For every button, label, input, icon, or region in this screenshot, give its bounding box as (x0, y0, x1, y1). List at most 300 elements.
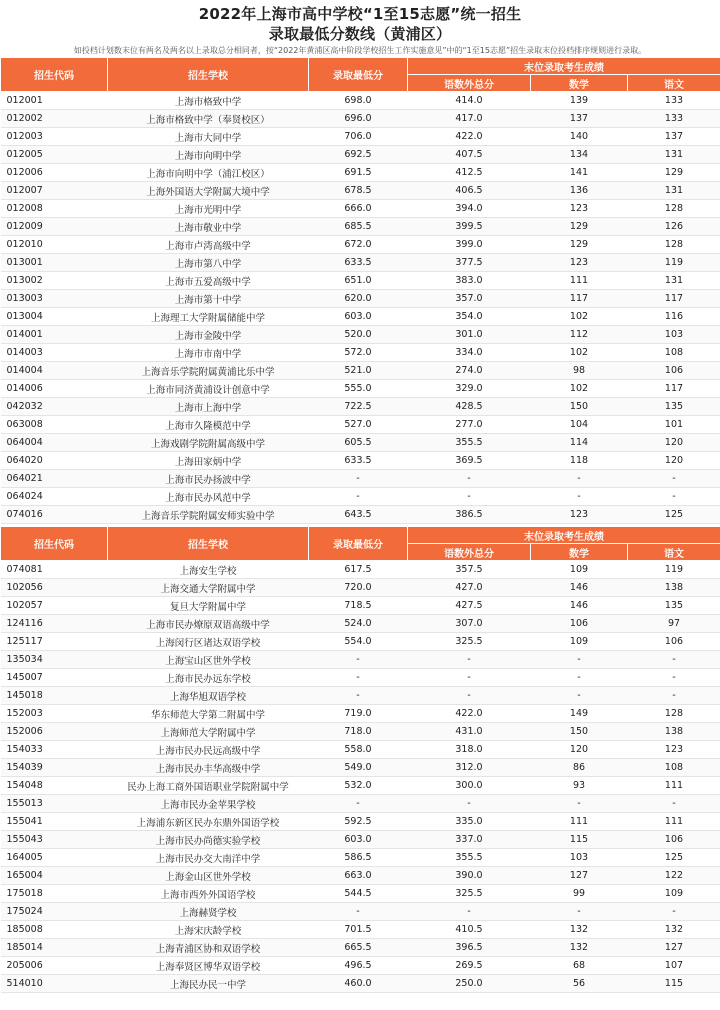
cell-code: 165004 (1, 867, 108, 885)
cell-min-score: - (309, 903, 408, 921)
cell-code: 013003 (1, 290, 108, 308)
cell-school: 上海市西外外国语学校 (108, 885, 309, 903)
cell-chinese: 131 (628, 272, 720, 290)
cell-chinese: 107 (628, 957, 720, 975)
cell-total: - (408, 488, 531, 506)
cell-total: 377.5 (408, 254, 531, 272)
cell-total: 277.0 (408, 416, 531, 434)
header-chinese: 语文 (628, 75, 720, 92)
cell-min-score: - (309, 470, 408, 488)
table-row (1, 561, 720, 579)
cell-school: 上海市民办尚德实验学校 (108, 831, 309, 849)
table-row (1, 813, 720, 831)
cell-chinese: 135 (628, 398, 720, 416)
cell-min-score: 520.0 (309, 326, 408, 344)
cell-total: - (408, 795, 531, 813)
cell-total: 428.5 (408, 398, 531, 416)
cell-school: 上海市五爱高级中学 (108, 272, 309, 290)
table-row (1, 308, 720, 326)
cell-total: 383.0 (408, 272, 531, 290)
table-row (1, 488, 720, 506)
cell-min-score: 554.0 (309, 633, 408, 651)
cell-chinese: 106 (628, 362, 720, 380)
cell-min-score: 666.0 (309, 200, 408, 218)
cell-min-score: 691.5 (309, 164, 408, 182)
cell-math: 118 (531, 452, 628, 470)
cell-total: 406.5 (408, 182, 531, 200)
cell-chinese: 120 (628, 434, 720, 452)
cell-min-score: 701.5 (309, 921, 408, 939)
table-row (1, 975, 720, 993)
cell-total: 396.5 (408, 939, 531, 957)
cell-total: 357.5 (408, 561, 531, 579)
cell-total: 301.0 (408, 326, 531, 344)
table-row (1, 795, 720, 813)
cell-math: 123 (531, 200, 628, 218)
header-min-score: 录取最低分 (309, 527, 408, 561)
cell-math: 146 (531, 579, 628, 597)
cell-school: 上海安生学校 (108, 561, 309, 579)
cell-min-score: 633.5 (309, 254, 408, 272)
cell-code: 074016 (1, 506, 108, 524)
cell-min-score: 527.0 (309, 416, 408, 434)
cell-total: - (408, 651, 531, 669)
cell-chinese: 111 (628, 777, 720, 795)
cell-chinese: 129 (628, 164, 720, 182)
cell-math: 109 (531, 561, 628, 579)
cell-min-score: - (309, 687, 408, 705)
cell-chinese: 108 (628, 344, 720, 362)
table-row (1, 849, 720, 867)
cell-chinese: - (628, 687, 720, 705)
table-row (1, 633, 720, 651)
cell-school: 上海师范大学附属中学 (108, 723, 309, 741)
cell-school: 上海市格致中学 (108, 92, 309, 110)
cell-total: - (408, 470, 531, 488)
cell-min-score: - (309, 488, 408, 506)
cell-total: 422.0 (408, 128, 531, 146)
cell-code: 145007 (1, 669, 108, 687)
cell-school: 上海戏剧学院附属高级中学 (108, 434, 309, 452)
cell-math: 103 (531, 849, 628, 867)
cell-math: 115 (531, 831, 628, 849)
cell-school: 上海金山区世外学校 (108, 867, 309, 885)
cell-min-score: 586.5 (309, 849, 408, 867)
cell-school: 上海市民办扬波中学 (108, 470, 309, 488)
cell-code: 012005 (1, 146, 108, 164)
cell-code: 124116 (1, 615, 108, 633)
cell-min-score: 620.0 (309, 290, 408, 308)
cell-math: - (531, 488, 628, 506)
cell-code: 012008 (1, 200, 108, 218)
cell-total: 300.0 (408, 777, 531, 795)
cell-total: 369.5 (408, 452, 531, 470)
cell-math: 102 (531, 344, 628, 362)
cell-code: 205006 (1, 957, 108, 975)
cell-math: 102 (531, 308, 628, 326)
cell-total: 357.0 (408, 290, 531, 308)
cell-total: 274.0 (408, 362, 531, 380)
table-row (1, 236, 720, 254)
table-row (1, 326, 720, 344)
cell-math: 106 (531, 615, 628, 633)
cell-min-score: 696.0 (309, 110, 408, 128)
cell-min-score: 549.0 (309, 759, 408, 777)
cell-math: 104 (531, 416, 628, 434)
cell-code: 074081 (1, 561, 108, 579)
cell-school: 上海市第八中学 (108, 254, 309, 272)
table-row (1, 398, 720, 416)
table-row (1, 380, 720, 398)
cell-chinese: 131 (628, 146, 720, 164)
cell-chinese: 131 (628, 182, 720, 200)
cell-code: 014006 (1, 380, 108, 398)
table-row (1, 615, 720, 633)
cell-chinese: 106 (628, 831, 720, 849)
cell-total: 318.0 (408, 741, 531, 759)
cell-chinese: 122 (628, 867, 720, 885)
table-row (1, 344, 720, 362)
cell-total: 399.5 (408, 218, 531, 236)
table-row (1, 831, 720, 849)
cell-min-score: 718.5 (309, 597, 408, 615)
cell-min-score: - (309, 669, 408, 687)
cell-min-score: 685.5 (309, 218, 408, 236)
cell-total: 355.5 (408, 849, 531, 867)
cell-school: 上海宋庆龄学校 (108, 921, 309, 939)
cell-code: 164005 (1, 849, 108, 867)
cell-total: 422.0 (408, 705, 531, 723)
cell-code: 013002 (1, 272, 108, 290)
cell-chinese: 117 (628, 290, 720, 308)
page-title: 2022年上海市高中学校“1至15志愿”统一招生 (198, 5, 522, 23)
cell-chinese: 103 (628, 326, 720, 344)
table-row (1, 885, 720, 903)
table-row (1, 218, 720, 236)
cell-math: 99 (531, 885, 628, 903)
cell-min-score: 665.5 (309, 939, 408, 957)
page-subtitle: 录取最低分数线（黄浦区） (268, 25, 452, 43)
cell-code: 012006 (1, 164, 108, 182)
cell-math: 112 (531, 326, 628, 344)
cell-chinese: 111 (628, 813, 720, 831)
header-last-group: 末位录取考生成绩 (408, 527, 720, 544)
cell-chinese: 120 (628, 452, 720, 470)
cell-school: 上海市敬业中学 (108, 218, 309, 236)
cell-total: 250.0 (408, 975, 531, 993)
cell-school: 上海民办民一中学 (108, 975, 309, 993)
cell-min-score: 592.5 (309, 813, 408, 831)
cell-math: - (531, 651, 628, 669)
cell-school: 上海市民办燎原双语高级中学 (108, 615, 309, 633)
cell-min-score: 633.5 (309, 452, 408, 470)
cell-code: 155043 (1, 831, 108, 849)
cell-code: 064021 (1, 470, 108, 488)
cell-min-score: 722.5 (309, 398, 408, 416)
cell-chinese: 108 (628, 759, 720, 777)
cell-code: 125117 (1, 633, 108, 651)
table-row (1, 759, 720, 777)
cell-school: 上海音乐学院附属安师实验中学 (108, 506, 309, 524)
cell-chinese: 128 (628, 236, 720, 254)
cell-total: 307.0 (408, 615, 531, 633)
cell-school: 华东师范大学第二附属中学 (108, 705, 309, 723)
cell-total: 269.5 (408, 957, 531, 975)
cell-school: 上海市久隆模范中学 (108, 416, 309, 434)
cell-chinese: 135 (628, 597, 720, 615)
cell-math: 117 (531, 290, 628, 308)
cell-school: 上海外国语大学附属大境中学 (108, 182, 309, 200)
cell-code: 014004 (1, 362, 108, 380)
cell-math: 120 (531, 741, 628, 759)
cell-total: 390.0 (408, 867, 531, 885)
cell-chinese: - (628, 488, 720, 506)
cell-chinese: - (628, 903, 720, 921)
cell-math: 132 (531, 921, 628, 939)
header-code: 招生代码 (1, 527, 108, 561)
cell-total: 325.5 (408, 885, 531, 903)
cell-math: 109 (531, 633, 628, 651)
cell-math: 86 (531, 759, 628, 777)
cell-code: 185008 (1, 921, 108, 939)
cell-school: 上海市第十中学 (108, 290, 309, 308)
cell-school: 上海市上海中学 (108, 398, 309, 416)
cell-math: 134 (531, 146, 628, 164)
cell-code: 064024 (1, 488, 108, 506)
cell-min-score: 718.0 (309, 723, 408, 741)
header-math: 数学 (531, 75, 628, 92)
table-body-2 (1, 561, 720, 993)
cell-code: 063008 (1, 416, 108, 434)
cell-code: 514010 (1, 975, 108, 993)
header-math: 数学 (531, 544, 628, 561)
cell-code: 012009 (1, 218, 108, 236)
cell-min-score: 603.0 (309, 831, 408, 849)
cell-school: 上海闵行区诸达双语学校 (108, 633, 309, 651)
cell-total: 427.5 (408, 597, 531, 615)
cell-chinese: 138 (628, 579, 720, 597)
cell-min-score: 706.0 (309, 128, 408, 146)
cell-math: 56 (531, 975, 628, 993)
cell-math: 146 (531, 597, 628, 615)
cell-chinese: 133 (628, 92, 720, 110)
cell-min-score: 572.0 (309, 344, 408, 362)
cell-min-score: 524.0 (309, 615, 408, 633)
cell-code: 102056 (1, 579, 108, 597)
header-last-group: 末位录取考生成绩 (408, 58, 720, 75)
cell-chinese: - (628, 470, 720, 488)
cell-code: 012007 (1, 182, 108, 200)
cell-code: 012003 (1, 128, 108, 146)
cell-total: 414.0 (408, 92, 531, 110)
cell-min-score: 678.5 (309, 182, 408, 200)
cell-math: 127 (531, 867, 628, 885)
cell-code: 012010 (1, 236, 108, 254)
table-row (1, 506, 720, 524)
table-row (1, 128, 720, 146)
cell-math: 111 (531, 813, 628, 831)
table-row (1, 867, 720, 885)
cell-chinese: 101 (628, 416, 720, 434)
cell-code: 064020 (1, 452, 108, 470)
cell-math: 111 (531, 272, 628, 290)
table-row (1, 741, 720, 759)
cell-min-score: 532.0 (309, 777, 408, 795)
cell-total: 312.0 (408, 759, 531, 777)
cell-math: 140 (531, 128, 628, 146)
table-row (1, 272, 720, 290)
cell-school: 上海市向明中学（浦江校区） (108, 164, 309, 182)
table-row (1, 597, 720, 615)
cell-math: 136 (531, 182, 628, 200)
cell-code: 152003 (1, 705, 108, 723)
cell-total: 399.0 (408, 236, 531, 254)
cell-chinese: 126 (628, 218, 720, 236)
cell-school: 上海市大同中学 (108, 128, 309, 146)
cell-school: 上海田家炳中学 (108, 452, 309, 470)
cell-total: 412.5 (408, 164, 531, 182)
cell-code: 102057 (1, 597, 108, 615)
cell-school: 上海市民办金苹果学校 (108, 795, 309, 813)
cell-min-score: 698.0 (309, 92, 408, 110)
cell-math: 68 (531, 957, 628, 975)
cell-code: 013004 (1, 308, 108, 326)
cell-code: 154048 (1, 777, 108, 795)
cell-school: 上海市卢湾高级中学 (108, 236, 309, 254)
cell-math: - (531, 687, 628, 705)
table-row (1, 146, 720, 164)
cell-math: - (531, 470, 628, 488)
cell-chinese: 138 (628, 723, 720, 741)
cell-code: 014001 (1, 326, 108, 344)
cell-math: - (531, 669, 628, 687)
cell-school: 上海市金陵中学 (108, 326, 309, 344)
cell-min-score: 720.0 (309, 579, 408, 597)
cell-total: - (408, 669, 531, 687)
table-row (1, 723, 720, 741)
cell-code: 042032 (1, 398, 108, 416)
cell-min-score: 496.5 (309, 957, 408, 975)
cell-min-score: 555.0 (309, 380, 408, 398)
cell-code: 154039 (1, 759, 108, 777)
cell-total: 386.5 (408, 506, 531, 524)
table-row (1, 470, 720, 488)
cell-chinese: - (628, 651, 720, 669)
cell-math: 139 (531, 92, 628, 110)
cell-chinese: 132 (628, 921, 720, 939)
cell-math: 129 (531, 218, 628, 236)
cell-total: 427.0 (408, 579, 531, 597)
header-school: 招生学校 (108, 58, 309, 92)
cell-chinese: 137 (628, 128, 720, 146)
table-row (1, 939, 720, 957)
cell-code: 012001 (1, 92, 108, 110)
cell-math: 149 (531, 705, 628, 723)
cell-total: - (408, 687, 531, 705)
cell-min-score: 643.5 (309, 506, 408, 524)
header-school: 招生学校 (108, 527, 309, 561)
cell-school: 复旦大学附属中学 (108, 597, 309, 615)
cell-school: 上海市民办丰华高级中学 (108, 759, 309, 777)
cell-min-score: 558.0 (309, 741, 408, 759)
cell-school: 上海奉贤区博华双语学校 (108, 957, 309, 975)
cell-code: 185014 (1, 939, 108, 957)
table-row (1, 434, 720, 452)
table-row (1, 362, 720, 380)
cell-school: 上海市民办远东学校 (108, 669, 309, 687)
cell-min-score: 663.0 (309, 867, 408, 885)
cell-min-score: 605.5 (309, 434, 408, 452)
table-row (1, 777, 720, 795)
cell-total: 410.5 (408, 921, 531, 939)
cell-total: 417.0 (408, 110, 531, 128)
cell-math: 141 (531, 164, 628, 182)
cell-chinese: 123 (628, 741, 720, 759)
cell-school: 上海理工大学附属储能中学 (108, 308, 309, 326)
cell-chinese: 128 (628, 200, 720, 218)
cell-min-score: 521.0 (309, 362, 408, 380)
table-row (1, 254, 720, 272)
cell-school: 上海青浦区协和双语学校 (108, 939, 309, 957)
table-row (1, 921, 720, 939)
cell-chinese: 109 (628, 885, 720, 903)
table-row (1, 957, 720, 975)
cell-code: 012002 (1, 110, 108, 128)
cell-school: 上海赫贤学校 (108, 903, 309, 921)
table-row (1, 651, 720, 669)
header-code: 招生代码 (1, 58, 108, 92)
header-chinese: 语文 (628, 544, 720, 561)
table-row (1, 416, 720, 434)
cell-chinese: 119 (628, 254, 720, 272)
cell-chinese: 127 (628, 939, 720, 957)
cell-code: 014003 (1, 344, 108, 362)
cell-math: - (531, 903, 628, 921)
table-row (1, 110, 720, 128)
table-body-1 (1, 92, 720, 524)
cell-math: 102 (531, 380, 628, 398)
cell-min-score: 617.5 (309, 561, 408, 579)
cell-chinese: 125 (628, 506, 720, 524)
cell-code: 145018 (1, 687, 108, 705)
table-row (1, 903, 720, 921)
cell-chinese: 133 (628, 110, 720, 128)
cell-chinese: 117 (628, 380, 720, 398)
header-total: 语数外总分 (408, 544, 531, 561)
table-row (1, 669, 720, 687)
cell-code: 013001 (1, 254, 108, 272)
cell-math: 98 (531, 362, 628, 380)
cell-math: 114 (531, 434, 628, 452)
cell-math: 123 (531, 506, 628, 524)
cell-min-score: 651.0 (309, 272, 408, 290)
table-row (1, 290, 720, 308)
cell-min-score: 603.0 (309, 308, 408, 326)
header-min-score: 录取最低分 (309, 58, 408, 92)
cell-total: 394.0 (408, 200, 531, 218)
table-row (1, 452, 720, 470)
table-row (1, 705, 720, 723)
cell-min-score: 672.0 (309, 236, 408, 254)
score-table (0, 57, 720, 993)
cell-min-score: 544.5 (309, 885, 408, 903)
cell-chinese: - (628, 795, 720, 813)
cell-math: 93 (531, 777, 628, 795)
cell-school: 上海市民办民远高级中学 (108, 741, 309, 759)
cell-code: 155013 (1, 795, 108, 813)
table-row (1, 92, 720, 110)
cell-min-score: 460.0 (309, 975, 408, 993)
